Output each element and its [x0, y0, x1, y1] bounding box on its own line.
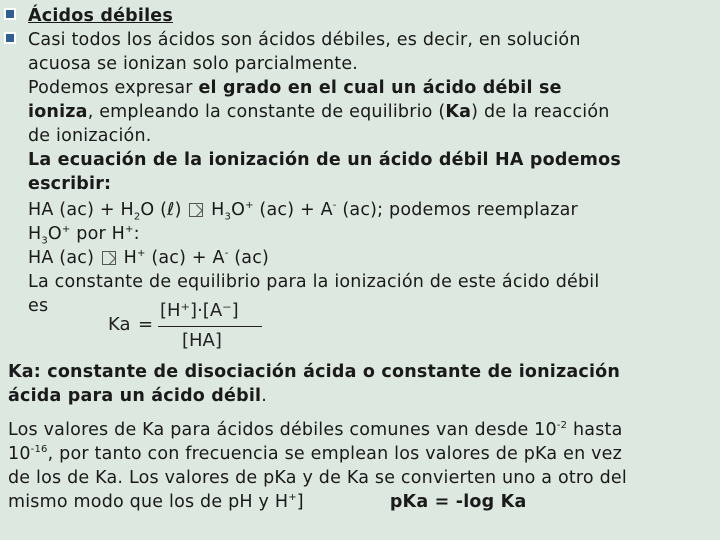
paragraph-line: Casi todos los ácidos son ácidos débiles, es decir, en solución [28, 30, 581, 50]
paragraph-line: La ecuación de la ionización de un ácido débil HA podemos [28, 150, 621, 170]
equilibrium-arrow-icon [102, 251, 116, 265]
paragraph-line: es [28, 296, 49, 316]
equilibrium-arrow-icon [189, 203, 203, 217]
paragraph-line: de ionización. [28, 126, 152, 146]
formula-ka: Ka [108, 314, 131, 335]
paragraph-line: escribir: [28, 174, 112, 194]
paragraph-line: acuosa se ionizan solo parcialmente. [28, 54, 359, 74]
paragraph-line: La constante de equilibrio para la ionización de este ácido débil [28, 272, 600, 292]
paragraph-line: Los valores de Ka para ácidos débiles comunes van desde $10^{-2}$ hasta [8, 420, 623, 440]
paragraph-line: de los de Ka. Los valores de pKa y de Ka se convierten uno a otro del [8, 468, 627, 488]
equation-line: HA (ac) H+ (ac) + A- (ac) [28, 248, 270, 268]
paragraph-line: Podemos expresar el grado en el cual un ácido débil se [28, 78, 562, 98]
fraction-bar [158, 326, 262, 327]
paragraph-line: ioniza, empleando la constante de equilibrio (Ka) de la reacción [28, 102, 610, 122]
definition-line: ácida para un ácido débil. [8, 386, 267, 406]
formula-equals: = [138, 314, 154, 335]
bullet-square-icon [4, 32, 16, 44]
definition-line: Ka: constante de disociación ácida o constante de ionización [8, 362, 621, 382]
bullet-square-icon [4, 8, 16, 20]
ka-formula [108, 300, 268, 360]
formula-denominator: [HA] [182, 330, 222, 351]
slide-title: Ácidos débiles [28, 6, 173, 26]
formula-numerator: [H⁺]·[A⁻] [160, 300, 239, 321]
equation-line: $H_3O^+$ por H+: [28, 224, 140, 247]
paragraph-line: mismo modo que los de pH y H+] pKa = -log Ka [8, 492, 527, 512]
paragraph-line: $10^{-16}$, por tanto con frecuencia se emplean los valores de pKa en vez [8, 444, 623, 464]
pka-formula: pKa = -log Ka [389, 492, 527, 512]
equation-line: HA $(ac) + H_2O$ (ℓ) $H_3O^+$ (ac) + A- (ac); podemos reemplazar [28, 200, 578, 223]
